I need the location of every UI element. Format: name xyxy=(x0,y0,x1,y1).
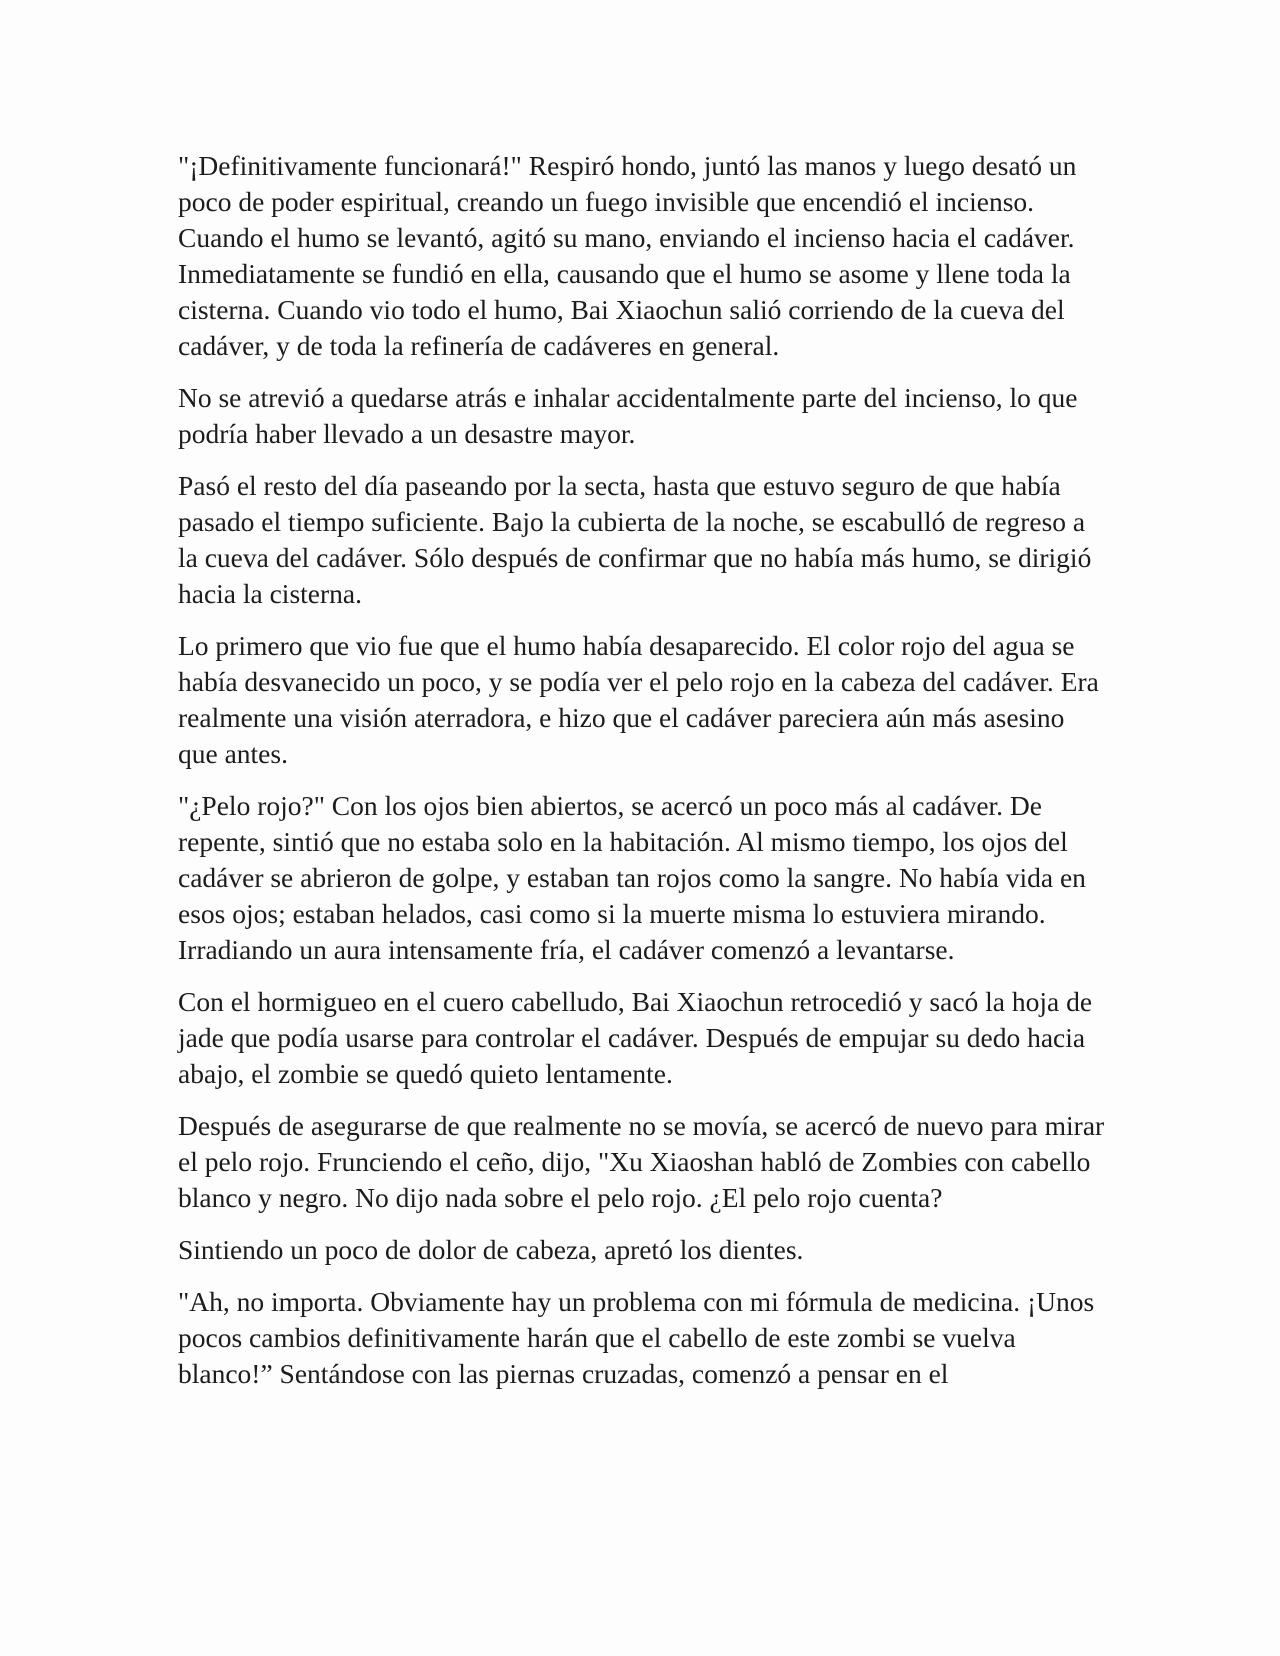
paragraph: Pasó el resto del día paseando por la secta, hasta que estuvo seguro de que había pasado el tiempo suficiente. Bajo la cubierta de la noche, se escabulló de regreso a la cueva del cadáver. Sólo después de confirmar que no había más humo, se dirigió hacia la cisterna. xyxy=(178,470,1092,609)
paragraph: Después de asegurarse de que realmente no se movía, se acercó de nuevo para mirar el pelo rojo. Frunciendo el ceño, dijo, "Xu Xiaoshan habló de Zombies con cabello blanco y negro. No dijo nada sobre el pelo rojo. ¿El pelo rojo cuenta? xyxy=(178,1110,1105,1213)
paragraph: No se atrevió a quedarse atrás e inhalar accidentalmente parte del incienso, lo que podría haber llevado a un desastre mayor. xyxy=(178,382,1078,449)
paragraph: Con el hormigueo en el cuero cabelludo, Bai Xiaochun retrocedió y sacó la hoja de jade que podía usarse para controlar el cadáver. Después de empujar su dedo hacia abajo, el zombie se quedó quieto lentamente. xyxy=(178,986,1093,1089)
paragraph: "Ah, no importa. Obviamente hay un problema con mi fórmula de medicina. ¡Unos pocos cambios definitivamente harán que el cabello de este zombi se vuelva blanco!” Sentándose con las piernas cruzadas, comenzó a pensar en el xyxy=(178,1286,1095,1389)
paragraph: "¿Pelo rojo?" Con los ojos bien abiertos, se acercó un poco más al cadáver. De repente, sintió que no estaba solo en la habitación. Al mismo tiempo, los ojos del cadáver se abrieron de golpe, y estaban tan rojos como la sangre. No había vida en esos ojos; estaban helados, casi como si la muerte misma lo estuviera mirando. Irradiando un aura intensamente fría, el cadáver comenzó a levantarse. xyxy=(178,790,1086,965)
paragraph: Lo primero que vio fue que el humo había desaparecido. El color rojo del agua se había desvanecido un poco, y se podía ver el pelo rojo en la cabeza del cadáver. Era realmente una visión aterradora, e hizo que el cadáver pareciera aún más asesino que antes. xyxy=(178,630,1099,769)
paragraph: Sintiendo un poco de dolor de cabeza, apretó los dientes. xyxy=(178,1234,804,1265)
paragraph: "¡Definitivamente funcionará!" Respiró hondo, juntó las manos y luego desató un poco de poder espiritual, creando un fuego invisible que encendió el incienso. Cuando el humo se levantó, agitó su mano, enviando el incienso hacia el cadáver. Inmediatamente se fundió en ella, causando que el humo se asome y llene toda la cisterna. Cuando vio todo el humo, Bai Xiaochun salió corriendo de la cueva del cadáver, y de toda la refinería de cadáveres en general. xyxy=(178,150,1077,361)
document-page xyxy=(178,148,1108,1408)
